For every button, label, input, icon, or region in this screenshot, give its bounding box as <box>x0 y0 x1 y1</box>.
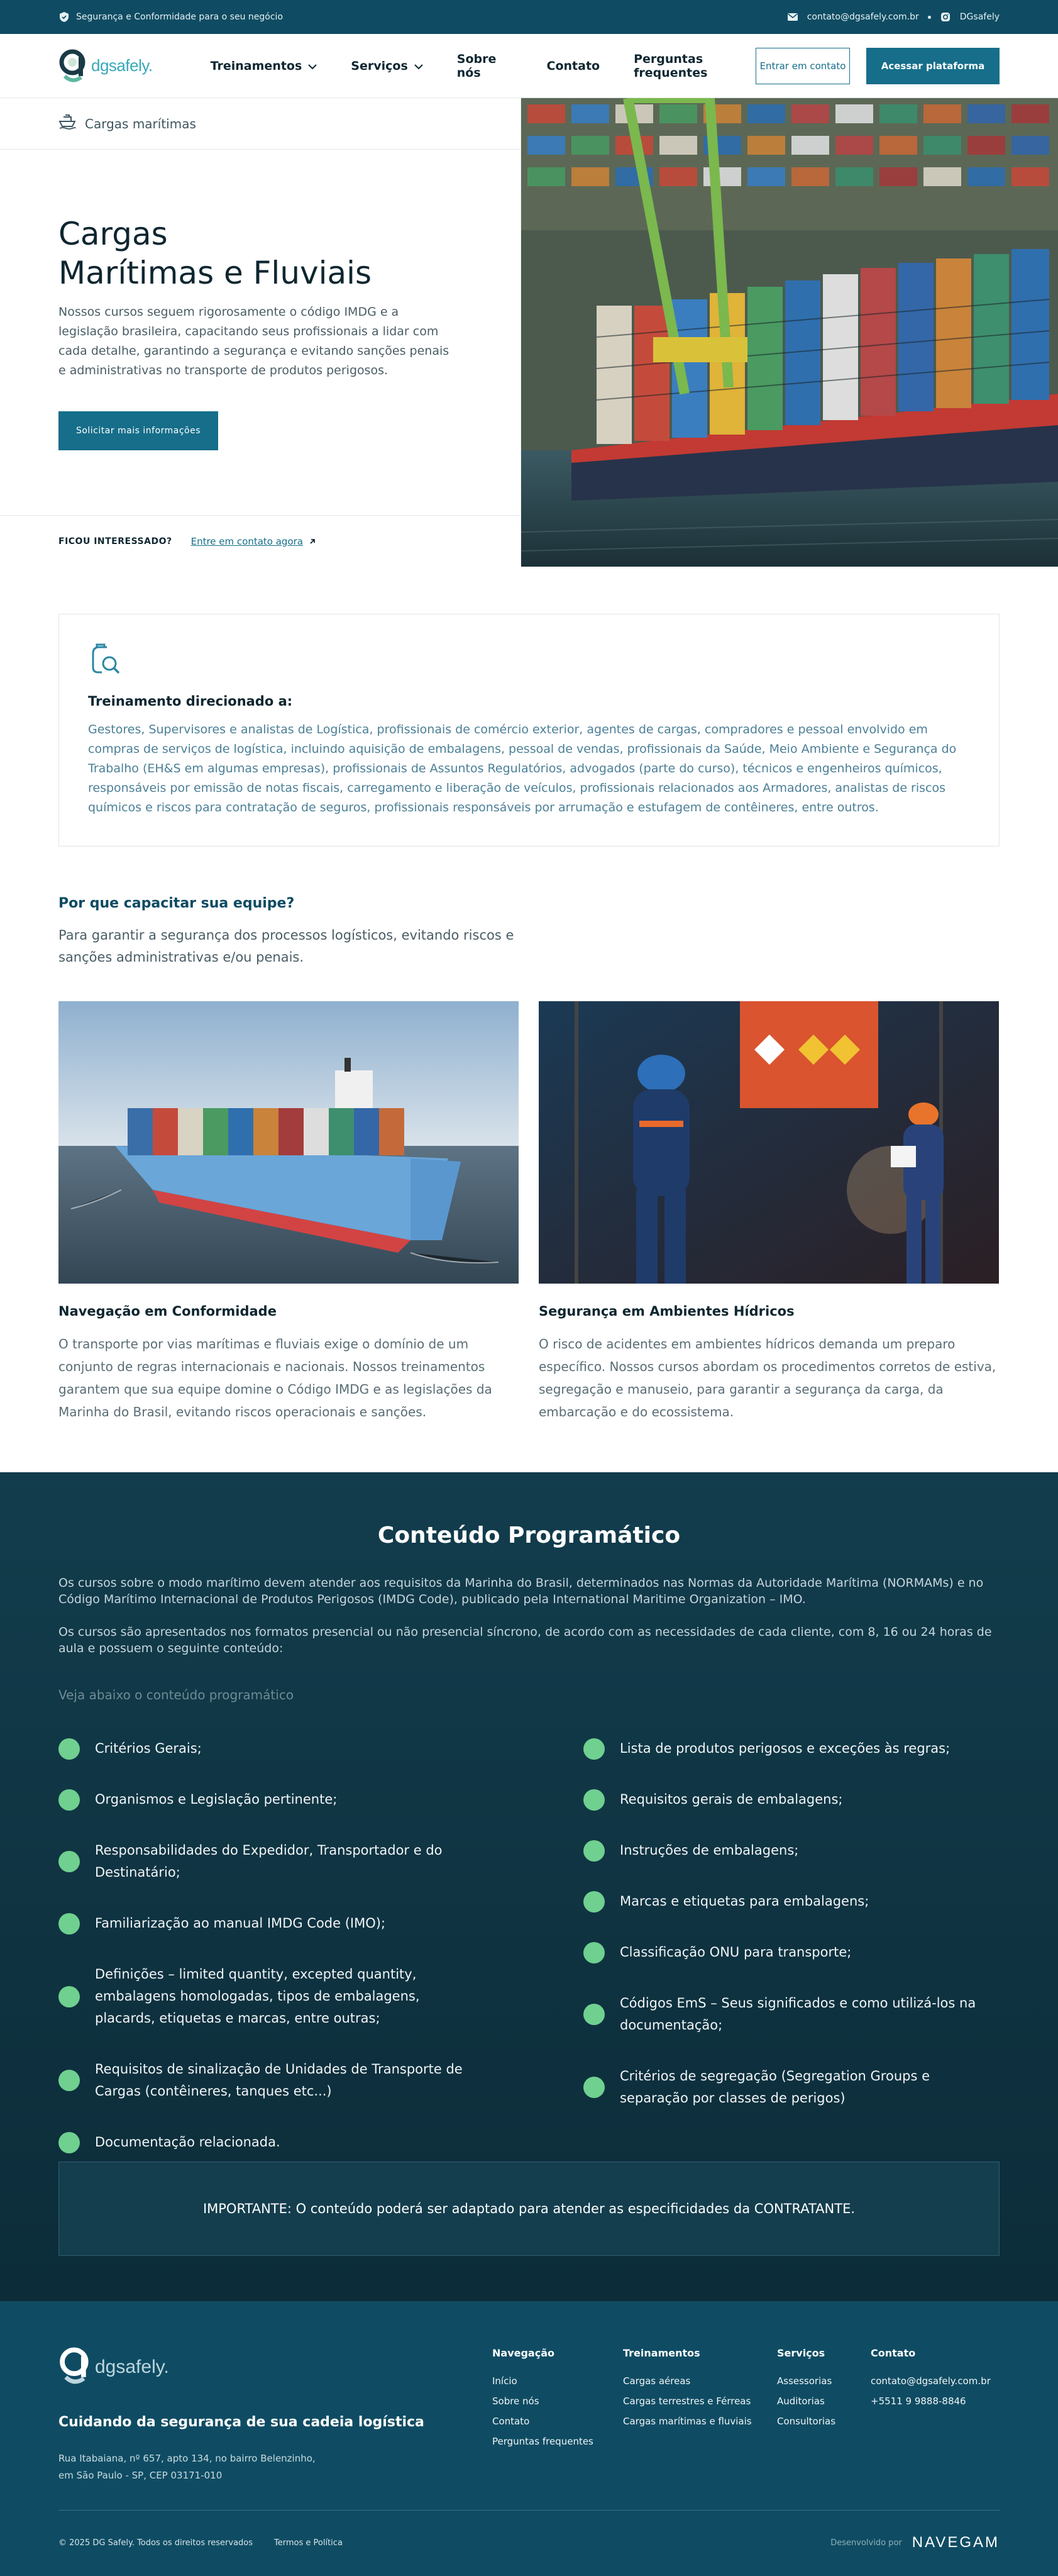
training-title: Treinamento direcionado a: <box>88 694 293 709</box>
why-description: Para garantir a segurança dos processos logísticos, evitando riscos e sanções administrativas e/ou penais. <box>58 928 514 965</box>
list-item: Códigos EmS – Seus significados e como utilizá-los na documentação; <box>583 1992 1000 2036</box>
logo-mark-icon <box>58 2346 91 2388</box>
nav-servicos[interactable] <box>351 52 422 80</box>
footer-logo[interactable] <box>58 2346 169 2388</box>
program-intro <box>58 1575 1000 1657</box>
bullet-dot-icon <box>583 1942 605 1963</box>
footer-email-link[interactable]: contato@dgsafely.com.br <box>871 2375 991 2387</box>
list-item: Classificação ONU para transporte; <box>583 1941 1000 1963</box>
separator-dot <box>928 16 931 19</box>
footer-col-navegacao <box>492 2347 593 2456</box>
hero-description: Nossos cursos seguem rigorosamente o código IMDG e a legislação brasileira, capacitando seus profissionais a lidar com cada detalhe, garantindo a segurança e evitando sanções penais e administrativas no transporte de produtos perigosos. <box>58 305 449 377</box>
port-workers-image <box>539 1001 999 1284</box>
request-info-button[interactable]: Solicitar mais informações <box>58 411 218 450</box>
top-social-link[interactable]: DGsafely <box>959 12 1000 22</box>
platform-button[interactable]: Acessar plataforma <box>866 48 1000 84</box>
footer-address <box>58 2450 316 2484</box>
footer-col-title: Contato <box>871 2347 916 2359</box>
dev-label: Desenvolvido por <box>830 2538 902 2548</box>
bullet-dot-icon <box>583 1738 605 1760</box>
nav-sobre[interactable]: Sobre nós <box>456 52 497 80</box>
top-notice-text: Segurança e Conformidade para o seu negócio <box>76 12 284 22</box>
list-item: Definições – limited quantity, excepted quantity, embalagens homologadas, tipos de embalagens, placards, etiquetas e marcas, entre outras; <box>58 1963 467 2029</box>
hero-ship-image <box>521 98 1058 567</box>
top-notice <box>58 11 283 23</box>
important-notice: IMPORTANTE: O conteúdo poderá ser adaptado para atender as especificidades da CONTRATANTE. <box>58 2162 1000 2256</box>
nav-treinamentos[interactable] <box>211 52 317 80</box>
page-title <box>58 214 372 292</box>
footer-logo-text: dgsafely. <box>95 2357 169 2377</box>
nav-contato[interactable]: Contato <box>546 58 600 73</box>
developer-brand-link[interactable]: NAVEGAM <box>912 2534 1000 2551</box>
footer-link-consultorias[interactable]: Consultorias <box>777 2416 836 2427</box>
footer-col-title: Serviços <box>777 2347 825 2359</box>
footer-col-title: Navegação <box>492 2347 554 2359</box>
bullet-dot-icon <box>58 1738 80 1760</box>
title-line-2: Marítimas e Fluviais <box>58 255 372 291</box>
footer-link-aereas[interactable]: Cargas aéreas <box>623 2375 691 2387</box>
footer-phone-link[interactable]: +5511 9 9888-8846 <box>871 2396 966 2407</box>
bullet-dot-icon <box>583 1840 605 1862</box>
card-text: O transporte por vias marítimas e fluviais exige o domínio de um conjunto de regras internacionais e nacionais. Nossos treinamentos garantem que sua equipe domine o Código IMDG e as legislações da Marinha do Brasil, evitando riscos operacionais e sanções. <box>58 1336 492 1419</box>
container-ship-image <box>58 1001 519 1284</box>
training-text: Gestores, Supervisores e analistas de Logística, profissionais de comércio exterior, agentes de cargas, compradores e pessoal envolvido em compras de serviços de logística, incluindo aquisição de embalagens, pessoal de vendas, profissionais da Saúde, Meio Ambiente e Segurança do Trabalho (EH&S em algumas empresas), profissionais de Assuntos Regulatórios, advogados (parte do curso), técnicos e engenheiros químicos, responsáveis por emissão de notas fiscais, carregamento e liberação de veículos, profissionais relacionados aos Armadores, analistas de riscos químicos e riscos para contratação de seguros, profissionais responsáveis por arrumação e estufagem de contêineres, entre outros. <box>88 723 957 814</box>
instagram-icon[interactable] <box>940 11 951 23</box>
top-email-link[interactable]: contato@dgsafely.com.br <box>807 12 919 22</box>
program-subtitle: Veja abaixo o conteúdo programático <box>58 1687 294 1702</box>
card-text: O risco de acidentes em ambientes hídricos demanda um preparo específico. Nossos cursos abordam os procedimentos corretos de estiva, segregação e manuseio, para garantir a segurança da carga, da embarcação e do ecossistema. <box>539 1336 996 1419</box>
footer-col-treinamentos <box>623 2347 752 2436</box>
footer-col-title: Treinamentos <box>623 2347 700 2359</box>
footer-link-inicio[interactable]: Início <box>492 2375 517 2387</box>
bullet-dot-icon <box>58 2132 80 2153</box>
card-title: Segurança em Ambientes Hídricos <box>539 1304 795 1319</box>
footer-divider <box>58 2510 1000 2511</box>
list-item: Familiarização ao manual IMDG Code (IMO); <box>58 1913 530 1935</box>
list-item: Requisitos gerais de embalagens; <box>583 1789 1000 1811</box>
bullet-dot-icon <box>583 2004 605 2025</box>
feature-card-safety <box>539 1001 999 1423</box>
bullet-dot-icon <box>583 1789 605 1811</box>
footer-tagline: Cuidando da segurança de sua cadeia logística <box>58 2414 424 2430</box>
program-list-right <box>583 1738 1000 2138</box>
footer-link-auditorias[interactable]: Auditorias <box>777 2396 825 2407</box>
list-item: Marcas e etiquetas para embalagens; <box>583 1890 1000 1913</box>
list-item: Documentação relacionada. <box>58 2131 530 2153</box>
contact-button[interactable]: Entrar em contato <box>756 48 850 84</box>
bullet-dot-icon <box>58 1913 80 1935</box>
search-box-icon <box>88 642 123 680</box>
copyright: © 2025 DG Safely. Todos os direitos reservados <box>58 2538 253 2548</box>
footer-bottom <box>58 2534 1000 2551</box>
feature-card-navigation <box>58 1001 519 1423</box>
nav-label: Serviços <box>351 58 408 73</box>
contact-now-link[interactable] <box>191 536 316 547</box>
mail-icon <box>787 11 798 23</box>
footer-link-contato[interactable]: Contato <box>492 2416 530 2427</box>
terms-link[interactable]: Termos e Política <box>274 2538 343 2548</box>
nav-label: Treinamentos <box>210 58 302 73</box>
title-line-1: Cargas <box>58 216 168 252</box>
program-section <box>0 1472 1058 2301</box>
hero-section <box>0 98 1058 567</box>
shield-icon <box>58 11 70 23</box>
main-nav <box>211 52 756 80</box>
bullet-dot-icon <box>583 1891 605 1913</box>
footer-link-maritimas[interactable]: Cargas marítimas e fluviais <box>623 2416 752 2427</box>
address-line-1: Rua Itabaiana, nº 657, apto 134, no bairro Belenzinho, <box>58 2453 316 2464</box>
address-line-2: em São Paulo - SP, CEP 03171-010 <box>58 2470 223 2481</box>
list-item: Instruções de embalagens; <box>583 1840 1000 1862</box>
list-item: Organismos e Legislação pertinente; <box>58 1789 530 1811</box>
hero-content <box>0 98 521 567</box>
list-item: Critérios Gerais; <box>58 1738 530 1760</box>
nav-faq[interactable]: Perguntas frequentes <box>634 52 708 80</box>
site-footer <box>0 2301 1058 2576</box>
training-target-box <box>58 614 1000 847</box>
chevron-down-icon <box>308 59 317 73</box>
list-item: Responsabilidades do Expedidor, Transportador e do Destinatário; <box>58 1840 530 1884</box>
breadcrumb-label: Cargas marítimas <box>85 116 196 131</box>
logo-mark-icon <box>58 48 87 84</box>
program-intro-2: Os cursos são apresentados nos formatos presencial ou não presencial síncrono, de acordo com as necessidades de cada cliente, com 8, 16 ou 24 horas de aula e possuem o seguinte conteúdo: <box>58 1625 992 1655</box>
bullet-dot-icon <box>58 2070 80 2091</box>
site-header <box>0 34 1058 98</box>
logo[interactable] <box>58 48 153 84</box>
logo-text: dgsafely. <box>91 56 153 75</box>
chevron-down-icon <box>414 59 423 73</box>
bullet-dot-icon <box>583 2077 605 2098</box>
footer-link-terrestres[interactable]: Cargas terrestres e Férreas <box>623 2396 751 2407</box>
ship-icon <box>58 114 76 133</box>
list-item: Critérios de segregação (Segregation Groups e separação por classes de perigos) <box>583 2065 1000 2109</box>
arrow-up-right-icon <box>309 536 316 547</box>
bullet-dot-icon <box>58 1851 80 1872</box>
program-title: Conteúdo Programático <box>377 1523 681 1548</box>
footer-col-contato <box>871 2347 991 2416</box>
footer-link-assessorias[interactable]: Assessorias <box>777 2375 832 2387</box>
list-item: Requisitos de sinalização de Unidades de Transporte de Cargas (contêineres, tanques etc...) <box>58 2058 486 2102</box>
interest-question: FICOU INTERESSADO? <box>58 536 172 547</box>
hero-interest-bar <box>0 515 521 567</box>
program-intro-1: Os cursos sobre o modo marítimo devem atender aos requisitos da Marinha do Brasil, determinados nas Normas da Autoridade Marítima (NORMAMs) e no Código Marítimo Internacional de Produtos Perigosos (IMDG Code), publicado pela International Maritime Organization – IMO. <box>58 1576 984 1606</box>
breadcrumb <box>0 98 521 150</box>
list-item: Lista de produtos perigosos e exceções às regras; <box>583 1738 1000 1760</box>
card-title: Navegação em Conformidade <box>58 1304 277 1319</box>
contact-now-label: Entre em contato agora <box>190 535 303 547</box>
why-title: Por que capacitar sua equipe? <box>58 896 295 911</box>
footer-link-sobre[interactable]: Sobre nós <box>492 2396 539 2407</box>
bullet-dot-icon <box>58 1986 80 2007</box>
footer-col-servicos <box>777 2347 835 2436</box>
top-bar <box>0 0 1058 34</box>
program-list-left <box>58 1738 530 2182</box>
footer-link-faq[interactable]: Perguntas frequentes <box>492 2436 593 2447</box>
bullet-dot-icon <box>58 1789 80 1811</box>
